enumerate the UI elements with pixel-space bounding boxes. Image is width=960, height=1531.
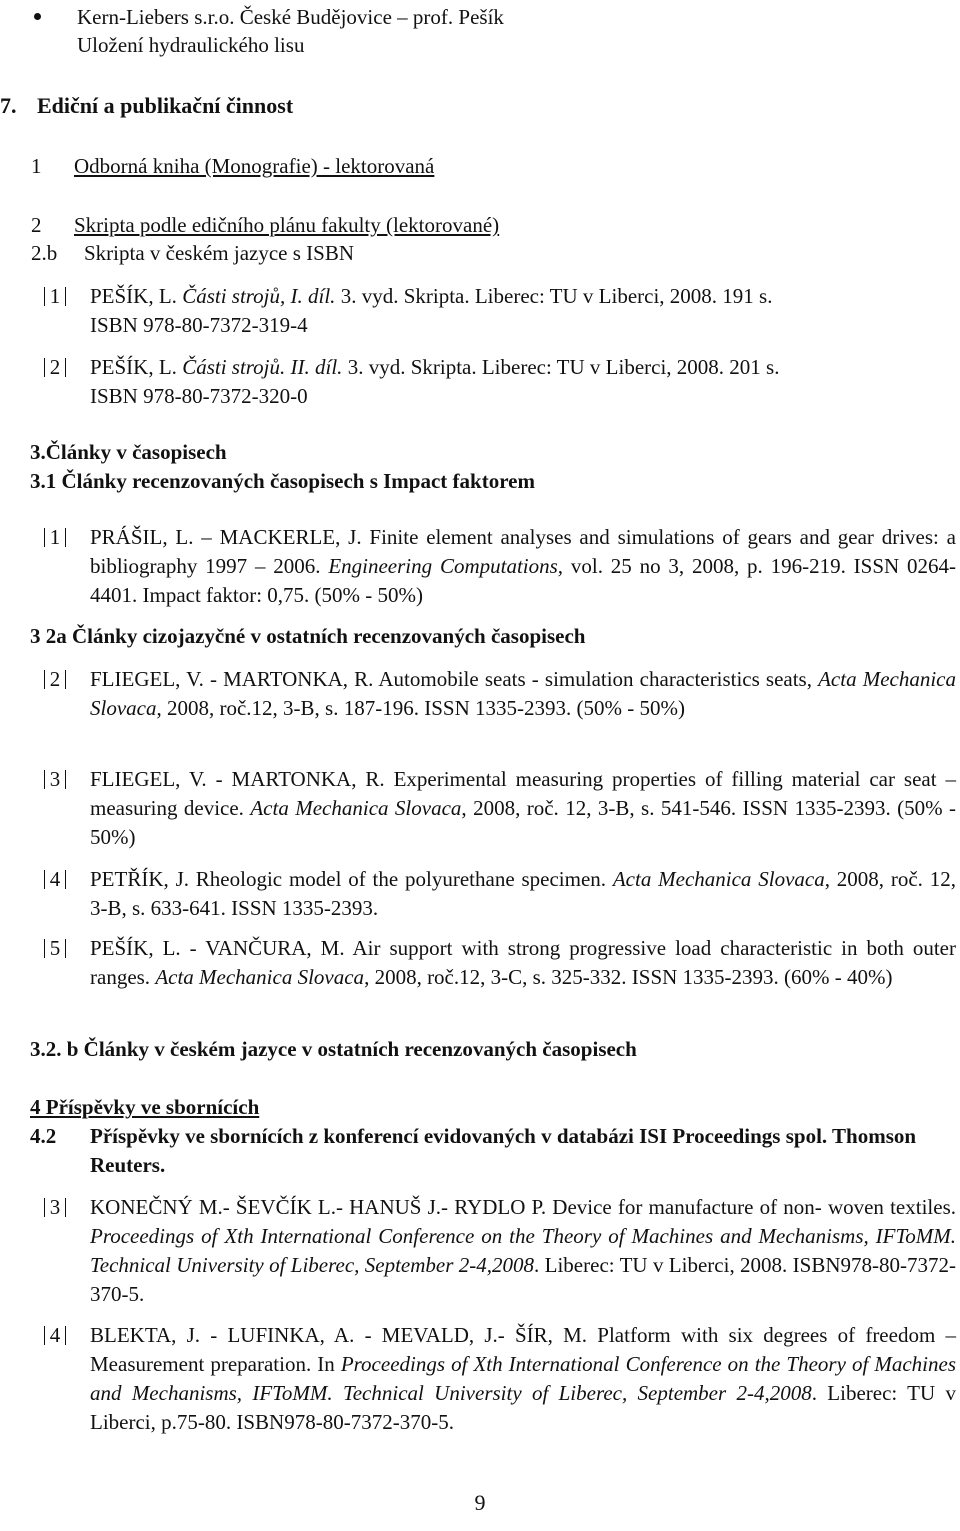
section-2-number: 2 xyxy=(31,213,42,237)
proceedings-entry-4 xyxy=(90,1321,956,1437)
section-7-title: Ediční a publikační činnost xyxy=(37,93,294,118)
entry-text: , 2008, roč.12, 3-B, s. 187-196. ISSN 1335-2393. (50% - 50%) xyxy=(156,696,685,720)
entry-isbn: ISBN 978-80-7372-320-0 xyxy=(90,384,308,408)
entry-text: PEŠÍK, L. - VANČURA, M. Air support with strong progressive load characteristic in both outer ranges. xyxy=(90,936,956,989)
entry-text: FLIEGEL, V. - MARTONKA, R. Automobile seats - simulation characteristics seats, xyxy=(90,667,819,691)
section-1-number: 1 xyxy=(31,154,42,178)
entry-text: BLEKTA, J. - LUFINKA, A. - MEVALD, J.- ŠÍR, M. Platform with six degrees of freedom – Measurement preparation. In xyxy=(90,1323,956,1376)
entry-journal: Acta Mechanica Slovaca xyxy=(250,796,462,820)
entry-text: , 2008, roč.12, 3-C, s. 325-332. ISSN 1335-2393. (60% - 40%) xyxy=(364,965,893,989)
entry-journal: Acta Mechanica Slovaca xyxy=(612,867,825,891)
section-2b-title: Skripta v českém jazyce s ISBN xyxy=(84,241,355,265)
entry-number: 3 xyxy=(44,765,66,794)
article-entry-2 xyxy=(90,665,956,723)
entry-isbn: ISBN 978-80-7372-319-4 xyxy=(90,313,308,337)
entry-authors: PEŠÍK, L. xyxy=(90,284,183,308)
entry-number: 5 xyxy=(44,934,66,963)
section-4-2-number: 4.2 xyxy=(30,1124,57,1148)
entry-text: PRÁŠIL, L. – MACKERLE, J. Finite element analyses and simulations of gears and gear drives: a bibliography 1997 – 2006. xyxy=(90,525,956,578)
section-4-2-title: Příspěvky ve sbornících z konferencí evidovaných v databázi ISI Proceedings spol. Thomson Reuters. xyxy=(90,1124,917,1177)
entry-number: 2 xyxy=(44,665,66,694)
section-2b-number: 2.b xyxy=(31,241,58,265)
entry-text: PETŘÍK, J. Rheologic model of the polyurethane specimen. xyxy=(90,867,613,891)
entry-number: 4 xyxy=(44,865,66,894)
entry-details: 3. vyd. Skripta. Liberec: TU v Liberci, 2008. 201 s. xyxy=(342,355,780,379)
article-entry-3 xyxy=(90,765,956,852)
section-3-2b-title: 3.2. b Články v českém jazyce v ostatních recenzovaných časopisech xyxy=(30,1037,637,1061)
article-entry-1 xyxy=(90,523,956,610)
entry-authors: PEŠÍK, L. xyxy=(90,355,183,379)
article-entry-4 xyxy=(90,865,956,923)
entry-number: 1 xyxy=(44,282,66,311)
entry-text: , 2008, roč. 12, 3-B, s. 541-546. ISSN 1335-2393. (50% - 50%) xyxy=(90,796,956,849)
header-line-1: Kern-Liebers s.r.o. České Budějovice – prof. Pešík xyxy=(77,5,504,29)
entry-proceedings: Proceedings of Xth International Conference on the Theory of Machines and Mechanisms, IFToMM. Technical University of Liberec, September 2-4,2008 xyxy=(90,1352,956,1405)
entry-proceedings: Proceedings of Xth International Conference on the Theory of Machines and Mechanisms, IFToMM. Technical University of Liberec, September 2-4,2008 xyxy=(90,1224,956,1277)
section-2-title: Skripta podle edičního plánu fakulty (lektorované) xyxy=(74,213,500,237)
entry-number: 1 xyxy=(44,523,66,552)
entry-text: . Liberec: TU v Liberci, 2008. ISBN978-80-7372-370-5. xyxy=(90,1253,956,1306)
bullet-icon xyxy=(34,13,41,20)
header-line-2: Uložení hydraulického lisu xyxy=(77,33,305,57)
entry-text: vol. 25 no 3, 2008, p. 196-219. ISSN 0264-4401. Impact faktor: 0,75. (50% - 50%) xyxy=(90,554,956,607)
article-entry-5 xyxy=(90,934,956,992)
entry-text: , 2008, roč. 12, 3-B, s. 633-641. ISSN 1335-2393. xyxy=(90,867,956,920)
section-4-title: 4 Příspěvky ve sbornících xyxy=(30,1095,260,1119)
entry-number: 2 xyxy=(44,353,66,382)
entry-journal: Acta Mechanica Slovaca xyxy=(90,667,956,720)
entry-details: 3. vyd. Skripta. Liberec: TU v Liberci, 2008. 191 s. xyxy=(335,284,773,308)
section-3-title: 3.Články v časopisech xyxy=(30,440,227,464)
skripta-entry-2 xyxy=(90,353,956,411)
entry-text: . Liberec: TU v Liberci, p.75-80. ISBN978-80-7372-370-5. xyxy=(90,1381,956,1434)
entry-journal: Acta Mechanica Slovaca xyxy=(155,965,365,989)
section-3-2a-title: 3 2a Články cizojazyčné v ostatních recenzovaných časopisech xyxy=(30,624,586,648)
section-3-1-title: 3.1 Články recenzovaných časopisech s Impact faktorem xyxy=(30,469,535,493)
section-7-number: 7. xyxy=(0,93,17,118)
page-number: 9 xyxy=(474,1490,486,1515)
section-1-title: Odborná kniha (Monografie) - lektorovaná xyxy=(74,154,435,178)
skripta-entry-1 xyxy=(90,282,956,340)
proceedings-entry-3 xyxy=(90,1193,956,1309)
entry-number: 3 xyxy=(44,1193,66,1222)
entry-title: Části strojů, I. díl. xyxy=(182,284,336,308)
entry-number: 4 xyxy=(44,1321,66,1350)
entry-text: FLIEGEL, V. - MARTONKA, R. Experimental measuring properties of filling material car seat – measuring device. xyxy=(90,767,956,820)
entry-journal: Engineering Computations, xyxy=(328,554,564,578)
entry-title: Části strojů. II. díl. xyxy=(182,355,343,379)
entry-text: KONEČNÝ M.- ŠEVČÍK L.- HANUŠ J.- RYDLO P. Device for manufacture of non- woven textiles. xyxy=(90,1195,956,1219)
